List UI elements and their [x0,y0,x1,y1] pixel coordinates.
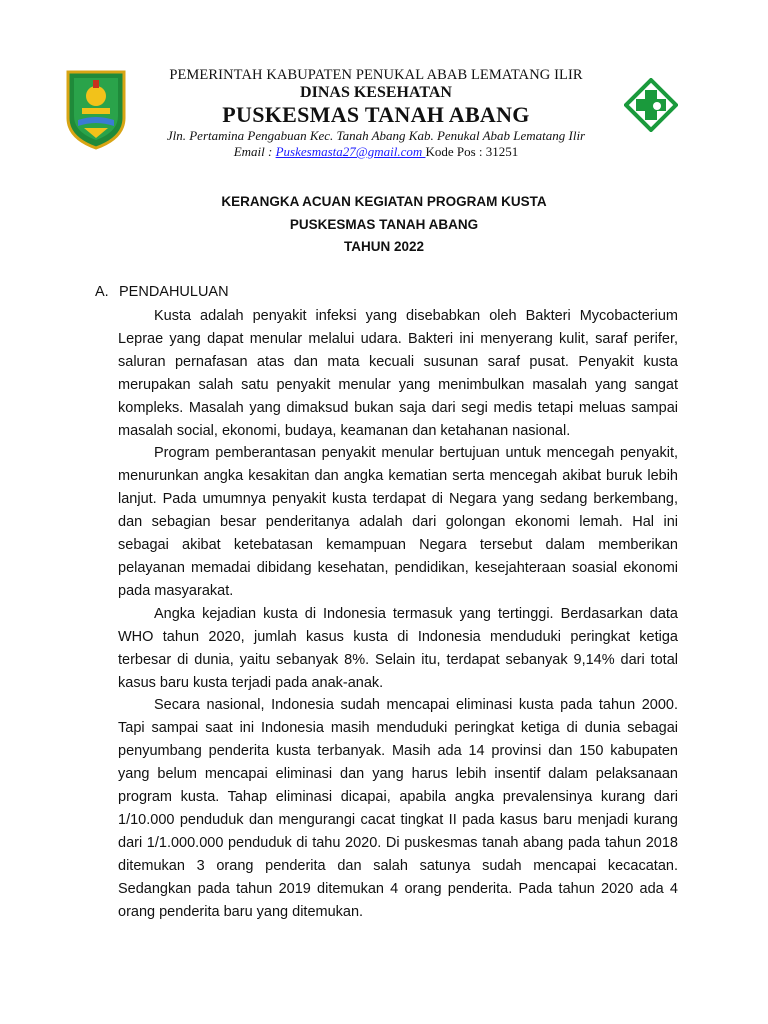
email-label: Email : [233,144,276,159]
title-line-3: TAHUN 2022 [343,239,425,254]
letterhead [0,60,768,160]
section-title: PENDAHULUAN [119,284,229,300]
document-title [0,191,768,259]
email-link[interactable]: Puskesmasta27@gmail.com [275,144,426,159]
title-line-2: PUSKESMAS TANAH ABANG [289,216,479,232]
section-number: A. [95,284,109,300]
address: Jln. Pertamina Pengabuan Kec. Tanah Abang Kab. Penukal Abab Lematang Ilir [166,128,586,143]
paragraph: Secara nasional, Indonesia sudah mencapai eliminasi kusta pada tahun 2000. Tapi sampai saat ini Indonesia masih menduduki peringkat ketiga di dunia sebagai penyumbang penderita kusta terbanyak. Masih ada 14 provinsi dan 150 kabupaten yang belum mencapai eliminasi dan yang harus lebih insentif dalam pelaksanaan program kusta. Tahap eliminasi dicapai, apabila angka prevalensinya kurang dari 1/10.000 penduduk dan mengurangi cacat tingkat II pada kasus baru menjadi kurang dari 1/1.000.000 penduduk di tahu 2020. Di puskesmas tanah abang pada tahun 2018 ditemukan 3 orang penderita dan salah satunya sudah mencapai kecacatan. Sedangkan pada tahun 2019 ditemukan 4 orang penderita. Pada tahun 2020 ada 4 orang penderita baru yang ditemukan. [118,697,678,920]
puskesmas-logo-icon [624,78,678,132]
section-heading [95,282,229,302]
postal-code: Kode Pos : 31251 [425,144,519,159]
agency-name: DINAS KESEHATAN [300,84,452,101]
regency-emblem-icon [64,66,128,150]
paragraph: Angka kejadian kusta di Indonesia termasuk yang tertinggi. Berdasarkan data WHO tahun 2020, jumlah kasus kusta di Indonesia menduduki peringkat ketiga terbesar di dunia, yaitu sebanyak 8%. Selain itu, terdapat sebanyak 9,14% dari total kasus baru kusta terjadi pada anak-anak. [118,605,678,691]
title-line-1: KERANGKA ACUAN KEGIATAN PROGRAM KUSTA [221,194,547,209]
contact-line [122,144,630,159]
puskesmas-name: PUSKESMAS TANAH ABANG [222,102,530,127]
letterhead-text [122,60,630,159]
paragraph: Program pemberantasan penyakit menular bertujuan untuk mencegah penyakit, menurunkan angka kesakitan dan angka kematian serta mencegah akibat buruk lebih lanjut. Pada umumnya penyakit kusta terdapat di Negara yang sedang berkembang, dan sebagian besar penderitanya adalah dari golongan ekonomi lemah. Hal ini sebagai akibat ketebatasan kemampuan Negara tersebut dalam memberikan pelayanan memadai dibidang kesehatan, pendidikan, kesejahteraan soasial ekonomi pada masyarakat. [118,445,678,599]
government-name: PEMERINTAH KABUPATEN PENUKAL ABAB LEMATANG ILIR [169,67,583,83]
section-body [118,305,678,923]
paragraph: Kusta adalah penyakit infeksi yang disebabkan oleh Bakteri Mycobacterium Leprae yang dapat menular melalui udara. Bakteri ini menyerang kulit, saraf perifer, saluran pernafasan atas dan mata kecuali susunan saraf pusat. Penyakit kusta merupakan salah satu penyakit menular yang menimbulkan masalah yang sangat kompleks. Masalah yang dimaksud bukan saja dari segi medis tetapi meluas sampai masalah social, ekonomi, budaya, keamanan dan ketahanan nasional. [118,308,678,439]
